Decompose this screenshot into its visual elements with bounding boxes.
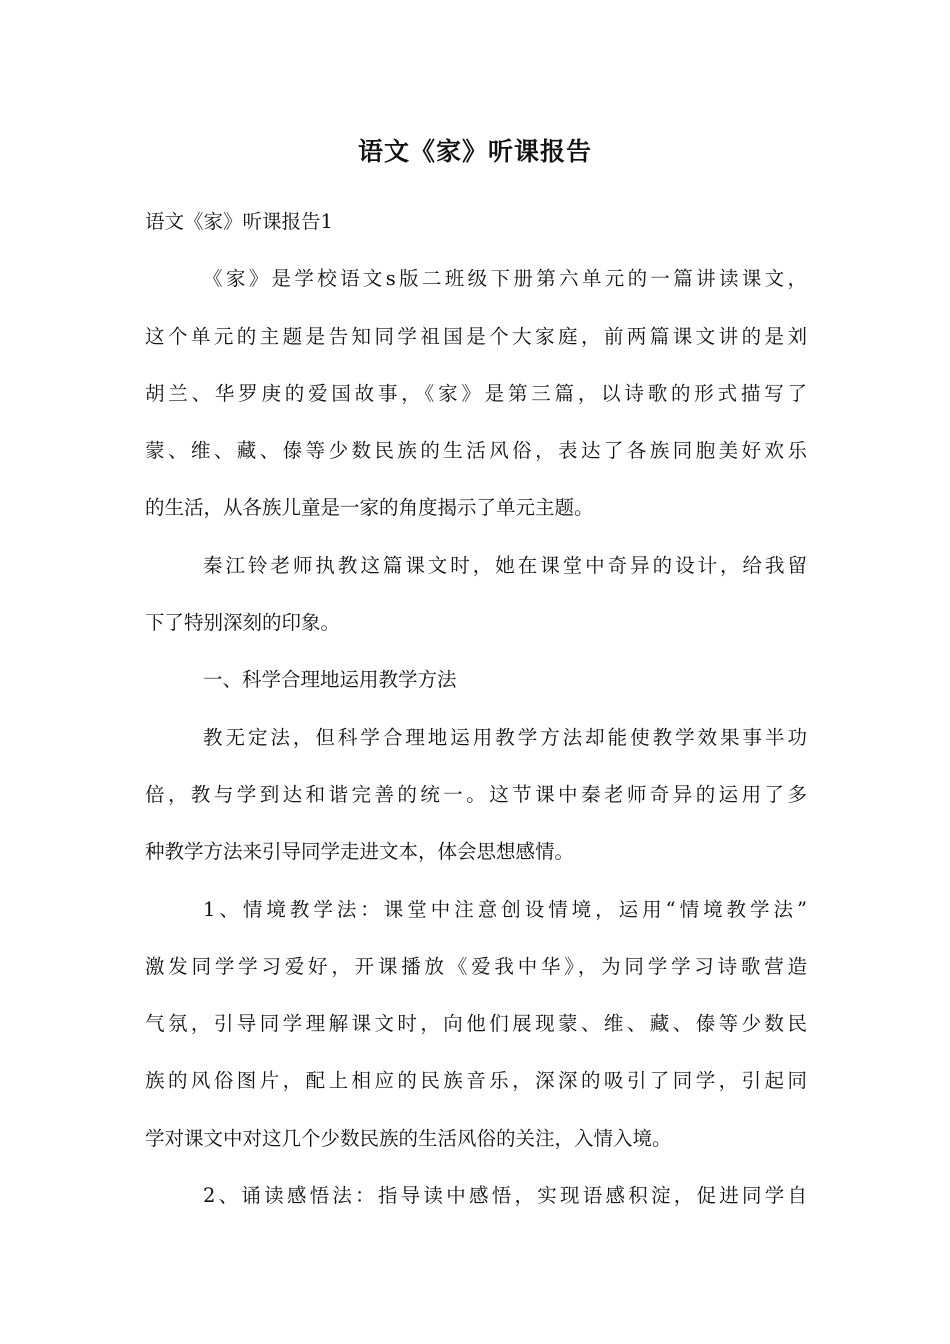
text-line: 激发同学学习爱好，开课播放《爱我中华》，为同学学习诗歌营造	[145, 954, 807, 978]
text-line: 这个单元的主题是告知同学祖国是个大家庭，前两篇课文讲的是刘	[145, 324, 807, 348]
section-heading: 一、科学合理地运用教学方法	[203, 668, 457, 692]
text-line: 教无定法，但科学合理地运用教学方法却能使教学效果事半功	[203, 725, 807, 749]
text-line: 种教学方法来引导同学走进文本，体会思想感情。	[145, 840, 575, 864]
text-line: 胡兰、华罗庚的爱国故事，《家》是第三篇，以诗歌的形式描写了	[145, 381, 807, 405]
document-title: 语文《家》听课报告	[357, 137, 592, 166]
text-line: 语文《家》听课报告1	[145, 210, 333, 233]
text-line: 倍，教与学到达和谐完善的统一。这节课中秦老师奇异的运用了多	[145, 782, 807, 806]
text-line: 学对课文中对这几个少数民族的生活风俗的关注，入情入境。	[145, 1126, 672, 1150]
document-body	[145, 202, 807, 1233]
text-line: 《家》是学校语文s版二班级下册第六单元的一篇讲读课文，	[203, 267, 807, 291]
text-line: 2、诵读感悟法：指导读中感悟，实现语感积淀，促进同学自	[203, 1184, 807, 1208]
text-line: 族的风俗图片，配上相应的民族音乐，深深的吸引了同学，引起同	[145, 1069, 807, 1093]
text-line: 下了特别深刻的印象。	[145, 611, 341, 635]
text-line: 秦江铃老师执教这篇课文时，她在课堂中奇异的设计，给我留	[203, 553, 807, 577]
text-line: 的生活，从各族儿童是一家的角度揭示了单元主题。	[145, 496, 594, 520]
text-line: 1、情境教学法：课堂中注意创设情境，运用“情境教学法”	[203, 897, 807, 921]
text-line: 蒙、维、藏、傣等少数民族的生活风俗，表达了各族同胞美好欢乐	[145, 439, 807, 463]
text-line: 气氛，引导同学理解课文时，向他们展现蒙、维、藏、傣等少数民	[145, 1012, 807, 1036]
